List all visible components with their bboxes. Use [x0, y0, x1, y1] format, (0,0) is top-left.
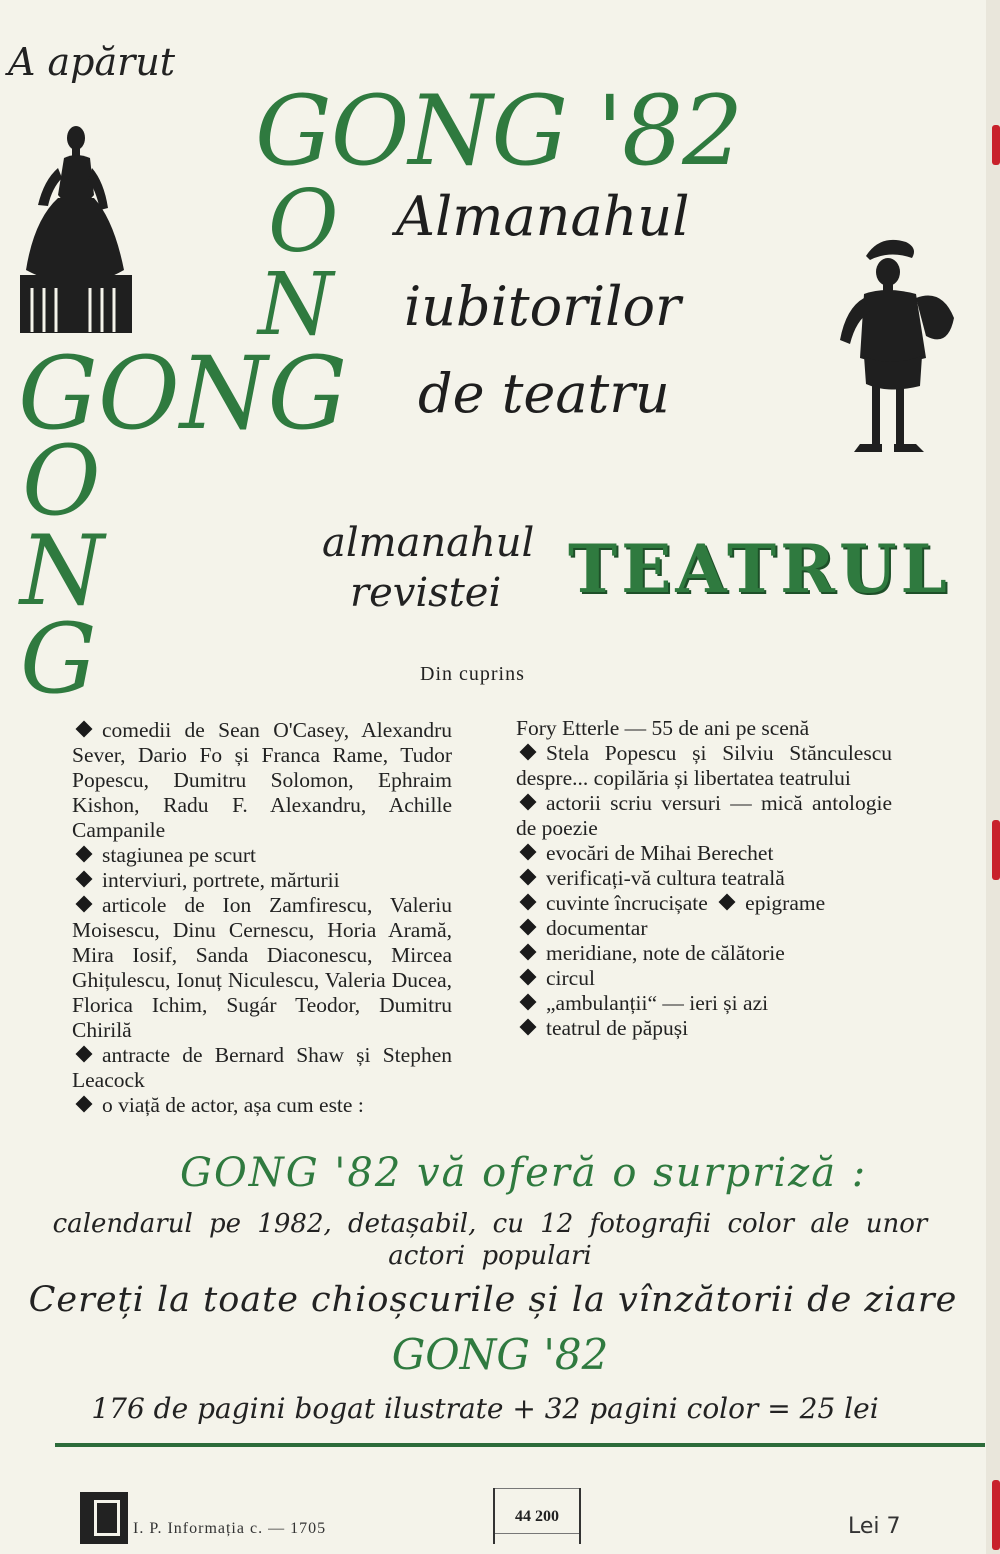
contents-item: epigrame [745, 891, 826, 915]
diamond-bullet-icon [520, 1019, 537, 1036]
code-box [493, 1488, 581, 1544]
pages-price-text: 176 de pagini bogat ilustrate + 32 pagini color = 25 lei [91, 1392, 879, 1425]
ask-kiosks-text: Cereți la toate chioșcurile și la vînzătorii de ziare [28, 1280, 958, 1320]
vertical-letter-n-2: N [20, 515, 104, 627]
code-number: 44 200 [515, 1508, 559, 1525]
diamond-bullet-icon [76, 871, 93, 888]
edge-mark [992, 125, 1000, 165]
contents-item: teatrul de păpuși [546, 1016, 689, 1040]
gong-row: GONG [18, 335, 348, 452]
lady-silhouette-illustration [14, 110, 132, 335]
subtitle-line-1: Almanahul [396, 185, 690, 248]
diamond-bullet-icon [76, 1046, 93, 1063]
contents-item: „ambulanții“ — ieri și azi [546, 991, 769, 1015]
subtitle-line-3: de teatru [418, 362, 670, 425]
contents-item: verificați-vă cultura teatrală [546, 866, 785, 890]
vertical-letter-o: O [268, 172, 339, 272]
diamond-bullet-icon [520, 969, 537, 986]
page-edge [986, 0, 1000, 1554]
vertical-letter-o-2: O [22, 425, 101, 537]
contents-left-column [72, 718, 452, 1118]
cavalier-silhouette-illustration [830, 228, 958, 466]
vertical-letter-g-2: G [20, 603, 97, 715]
contents-item: circul [546, 966, 595, 990]
diamond-bullet-icon [719, 894, 736, 911]
diamond-bullet-icon [520, 994, 537, 1011]
diamond-bullet-icon [76, 1096, 93, 1113]
edge-mark [992, 1480, 1000, 1550]
vertical-letter-n: N [258, 255, 334, 355]
bottom-title: GONG '82 [391, 1330, 609, 1379]
contents-item: evocări de Mihai Berechet [546, 841, 774, 865]
price-label: Lei 7 [848, 1514, 901, 1539]
magazine-line-1: almanahul [322, 520, 535, 566]
contents-item: actorii scriu versuri — mică antologie de poezie [516, 791, 892, 840]
main-title: GONG '82 [255, 75, 743, 187]
diamond-bullet-icon [520, 794, 537, 811]
diamond-bullet-icon [520, 869, 537, 886]
contents-item: comedii de Sean O'Casey, Alexandru Sever, Dario Fo și Franca Rame, Tudor Popescu, Dumitru Solomon, Ephraim Kishon, Radu F. Alexandru, Achille Campanile [72, 718, 452, 842]
contents-item: o viață de actor, așa cum este : [102, 1093, 364, 1117]
contents-item: stagiunea pe scurt [102, 843, 257, 867]
printer-logo-icon [80, 1492, 128, 1544]
diamond-bullet-icon [520, 894, 537, 911]
edge-mark [992, 820, 1000, 880]
contents-item: articole de Ion Zamfirescu, Valeriu Moisescu, Dinu Cernescu, Horia Aramă, Mira Iosif, Sanda Diaconescu, Mircea Ghițulescu, Ionuț Niculescu, Valeria Ducea, Florica Ichim, Sugár Teodor, Dumitru Chirilă [72, 893, 452, 1042]
surprise-headline: GONG '82 vă oferă o surpriză : [180, 1150, 868, 1196]
contents-item: antracte de Bernard Shaw și Stephen Leacock [72, 1043, 452, 1092]
calendar-text: calendarul pe 1982, detașabil, cu 12 fotografii color ale unor actori populari [52, 1209, 928, 1271]
diamond-bullet-icon [520, 944, 537, 961]
contents-item: Fory Etterle — 55 de ani pe scenă [516, 716, 810, 740]
diamond-bullet-icon [520, 919, 537, 936]
contents-item: interviuri, portrete, mărturii [102, 868, 340, 892]
magazine-name-logo: TEATRUL [568, 530, 951, 608]
contents-item: cuvinte încrucișate [546, 891, 708, 915]
diamond-bullet-icon [520, 744, 537, 761]
magazine-line-2: revistei [350, 570, 502, 616]
diamond-bullet-icon [76, 896, 93, 913]
aparut-label: A apărut [8, 40, 176, 84]
footer-divider [55, 1443, 985, 1447]
contents-right-column [516, 716, 892, 1041]
diamond-bullet-icon [520, 844, 537, 861]
contents-item: documentar [546, 916, 648, 940]
diamond-bullet-icon [76, 721, 93, 738]
contents-item: meridiane, note de călătorie [546, 941, 785, 965]
subtitle-line-2: iubitorilor [404, 275, 681, 338]
diamond-bullet-icon [76, 846, 93, 863]
imprint-text: I. P. Informația c. — 1705 [133, 1520, 327, 1537]
contents-heading: Din cuprins [420, 663, 525, 685]
contents-item: Stela Popescu și Silviu Stănculescu despre... copilăria și libertatea teatrului [516, 741, 892, 790]
